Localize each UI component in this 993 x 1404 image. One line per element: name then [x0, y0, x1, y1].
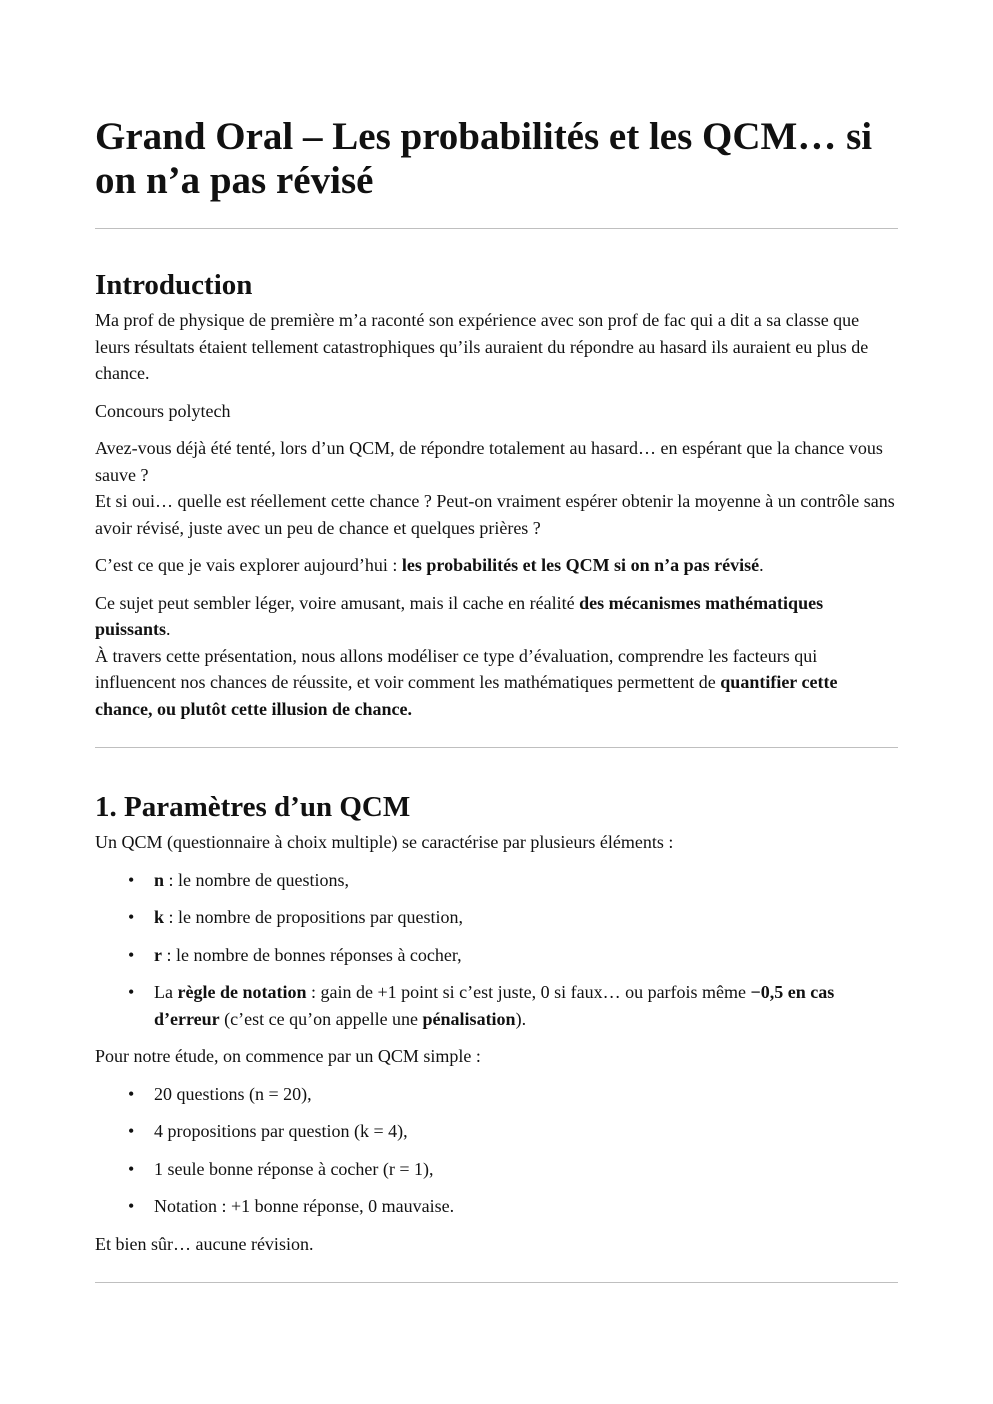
study-intro: Pour notre étude, on commence par un QCM simple : [95, 1046, 481, 1066]
divider [95, 228, 898, 229]
intro-paragraph-4 [95, 552, 898, 579]
rule-pre: La [154, 982, 178, 1002]
param-desc: : le nombre de questions, [164, 869, 349, 890]
rule-end: ). [515, 1008, 527, 1029]
rule-bold-1: règle de notation [177, 982, 307, 1002]
document-page [95, 115, 898, 1283]
study-item-text: 1 seule bonne réponse à cocher (r = 1), [154, 1158, 434, 1179]
param-desc: : le nombre de propositions par question, [164, 907, 463, 927]
rule-bold-2: −0,5 en cas d’erreur [154, 982, 835, 1029]
list-item [95, 904, 898, 931]
intro-paragraph-5 [95, 590, 898, 723]
list-item [95, 979, 898, 1032]
intro-paragraph-3 [95, 435, 898, 541]
list-item [95, 1193, 898, 1220]
rule-mid-2: (c’est ce qu’on appelle une [219, 1008, 423, 1029]
intro-p5-end: . [166, 619, 171, 639]
bullet-icon: • [128, 944, 135, 965]
rule-bold-3: pénalisation [422, 1008, 516, 1029]
bullet-icon: • [128, 1083, 135, 1104]
intro-p5-line2-bold: quantifier cette chance, ou plutôt cette illusion de chance. [95, 672, 838, 719]
list-item [95, 867, 898, 894]
study-item-text: Notation : +1 bonne réponse, 0 mauvaise. [154, 1196, 455, 1216]
rule-mid: : gain de +1 point si c’est juste, 0 si faux… ou parfois même [306, 982, 751, 1002]
intro-p4-bold: les probabilités et les QCM si on n’a pas révisé [401, 555, 760, 575]
bullet-icon: • [128, 869, 135, 890]
bullet-icon: • [128, 1158, 135, 1179]
intro-p5-text: Ce sujet peut sembler léger, voire amusant, mais il cache en réalité [95, 592, 580, 613]
closing-line: Et bien sûr… aucune révision. [95, 1233, 314, 1254]
param-name: r [154, 944, 162, 965]
intro-paragraph-2: Concours polytech [95, 400, 231, 421]
bullet-icon: • [128, 1121, 135, 1141]
param-name: k [154, 907, 165, 927]
study-item-text: 20 questions (n = 20), [154, 1083, 312, 1104]
bullet-icon: • [128, 907, 135, 927]
intro-paragraph-3-line-2: Et si oui… quelle est réellement cette chance ? Peut-on vraiment espérer obtenir la moyenne à un contrôle sans avoir révisé, juste avec un peu de chance et quelques prières ? [95, 491, 895, 538]
bullet-icon: • [128, 1196, 135, 1216]
intro-p4-end: . [759, 555, 764, 575]
param-name: n [154, 869, 165, 890]
bullet-icon: • [128, 982, 135, 1002]
divider [95, 747, 898, 748]
divider [95, 1282, 898, 1283]
list-item [95, 1081, 898, 1108]
intro-p4-text: C’est ce que je vais explorer aujourd’hui : [95, 555, 402, 575]
page-title: Grand Oral – Les probabilités et les QCM… si on n’a pas révisé [95, 115, 873, 202]
param-desc: : le nombre de bonnes réponses à cocher, [162, 944, 462, 965]
section-1-intro: Un QCM (questionnaire à choix multiple) se caractérise par plusieurs éléments : [95, 832, 674, 852]
study-item-text: 4 propositions par question (k = 4), [154, 1121, 408, 1141]
list-item [95, 1118, 898, 1145]
list-item [95, 942, 898, 969]
intro-p5-bold: des mécanismes mathématiques puissants [95, 592, 824, 639]
qcm-parameters-list [95, 867, 898, 1033]
introduction-heading: Introduction [95, 269, 253, 301]
intro-p5-line2-text: À travers cette présentation, nous allons modéliser ce type d’évaluation, comprendre les facteurs qui influencent nos chances de réussite, et voir comment les mathématiques permettent de [95, 645, 818, 692]
list-item [95, 1156, 898, 1183]
intro-paragraph-1: Ma prof de physique de première m’a raconté son expérience avec son prof de fac qui a dit a sa classe que leurs résultats étaient tellement catastrophiques qu’ils auraient du répondre au hasard ils auraient eu plus de chance. [95, 310, 869, 383]
study-settings-list [95, 1081, 898, 1220]
intro-paragraph-3-line-1: Avez-vous déjà été tenté, lors d’un QCM, de répondre totalement au hasard… en espérant que la chance vous sauve ? [95, 438, 883, 485]
section-1-heading: 1. Paramètres d’un QCM [95, 791, 411, 823]
